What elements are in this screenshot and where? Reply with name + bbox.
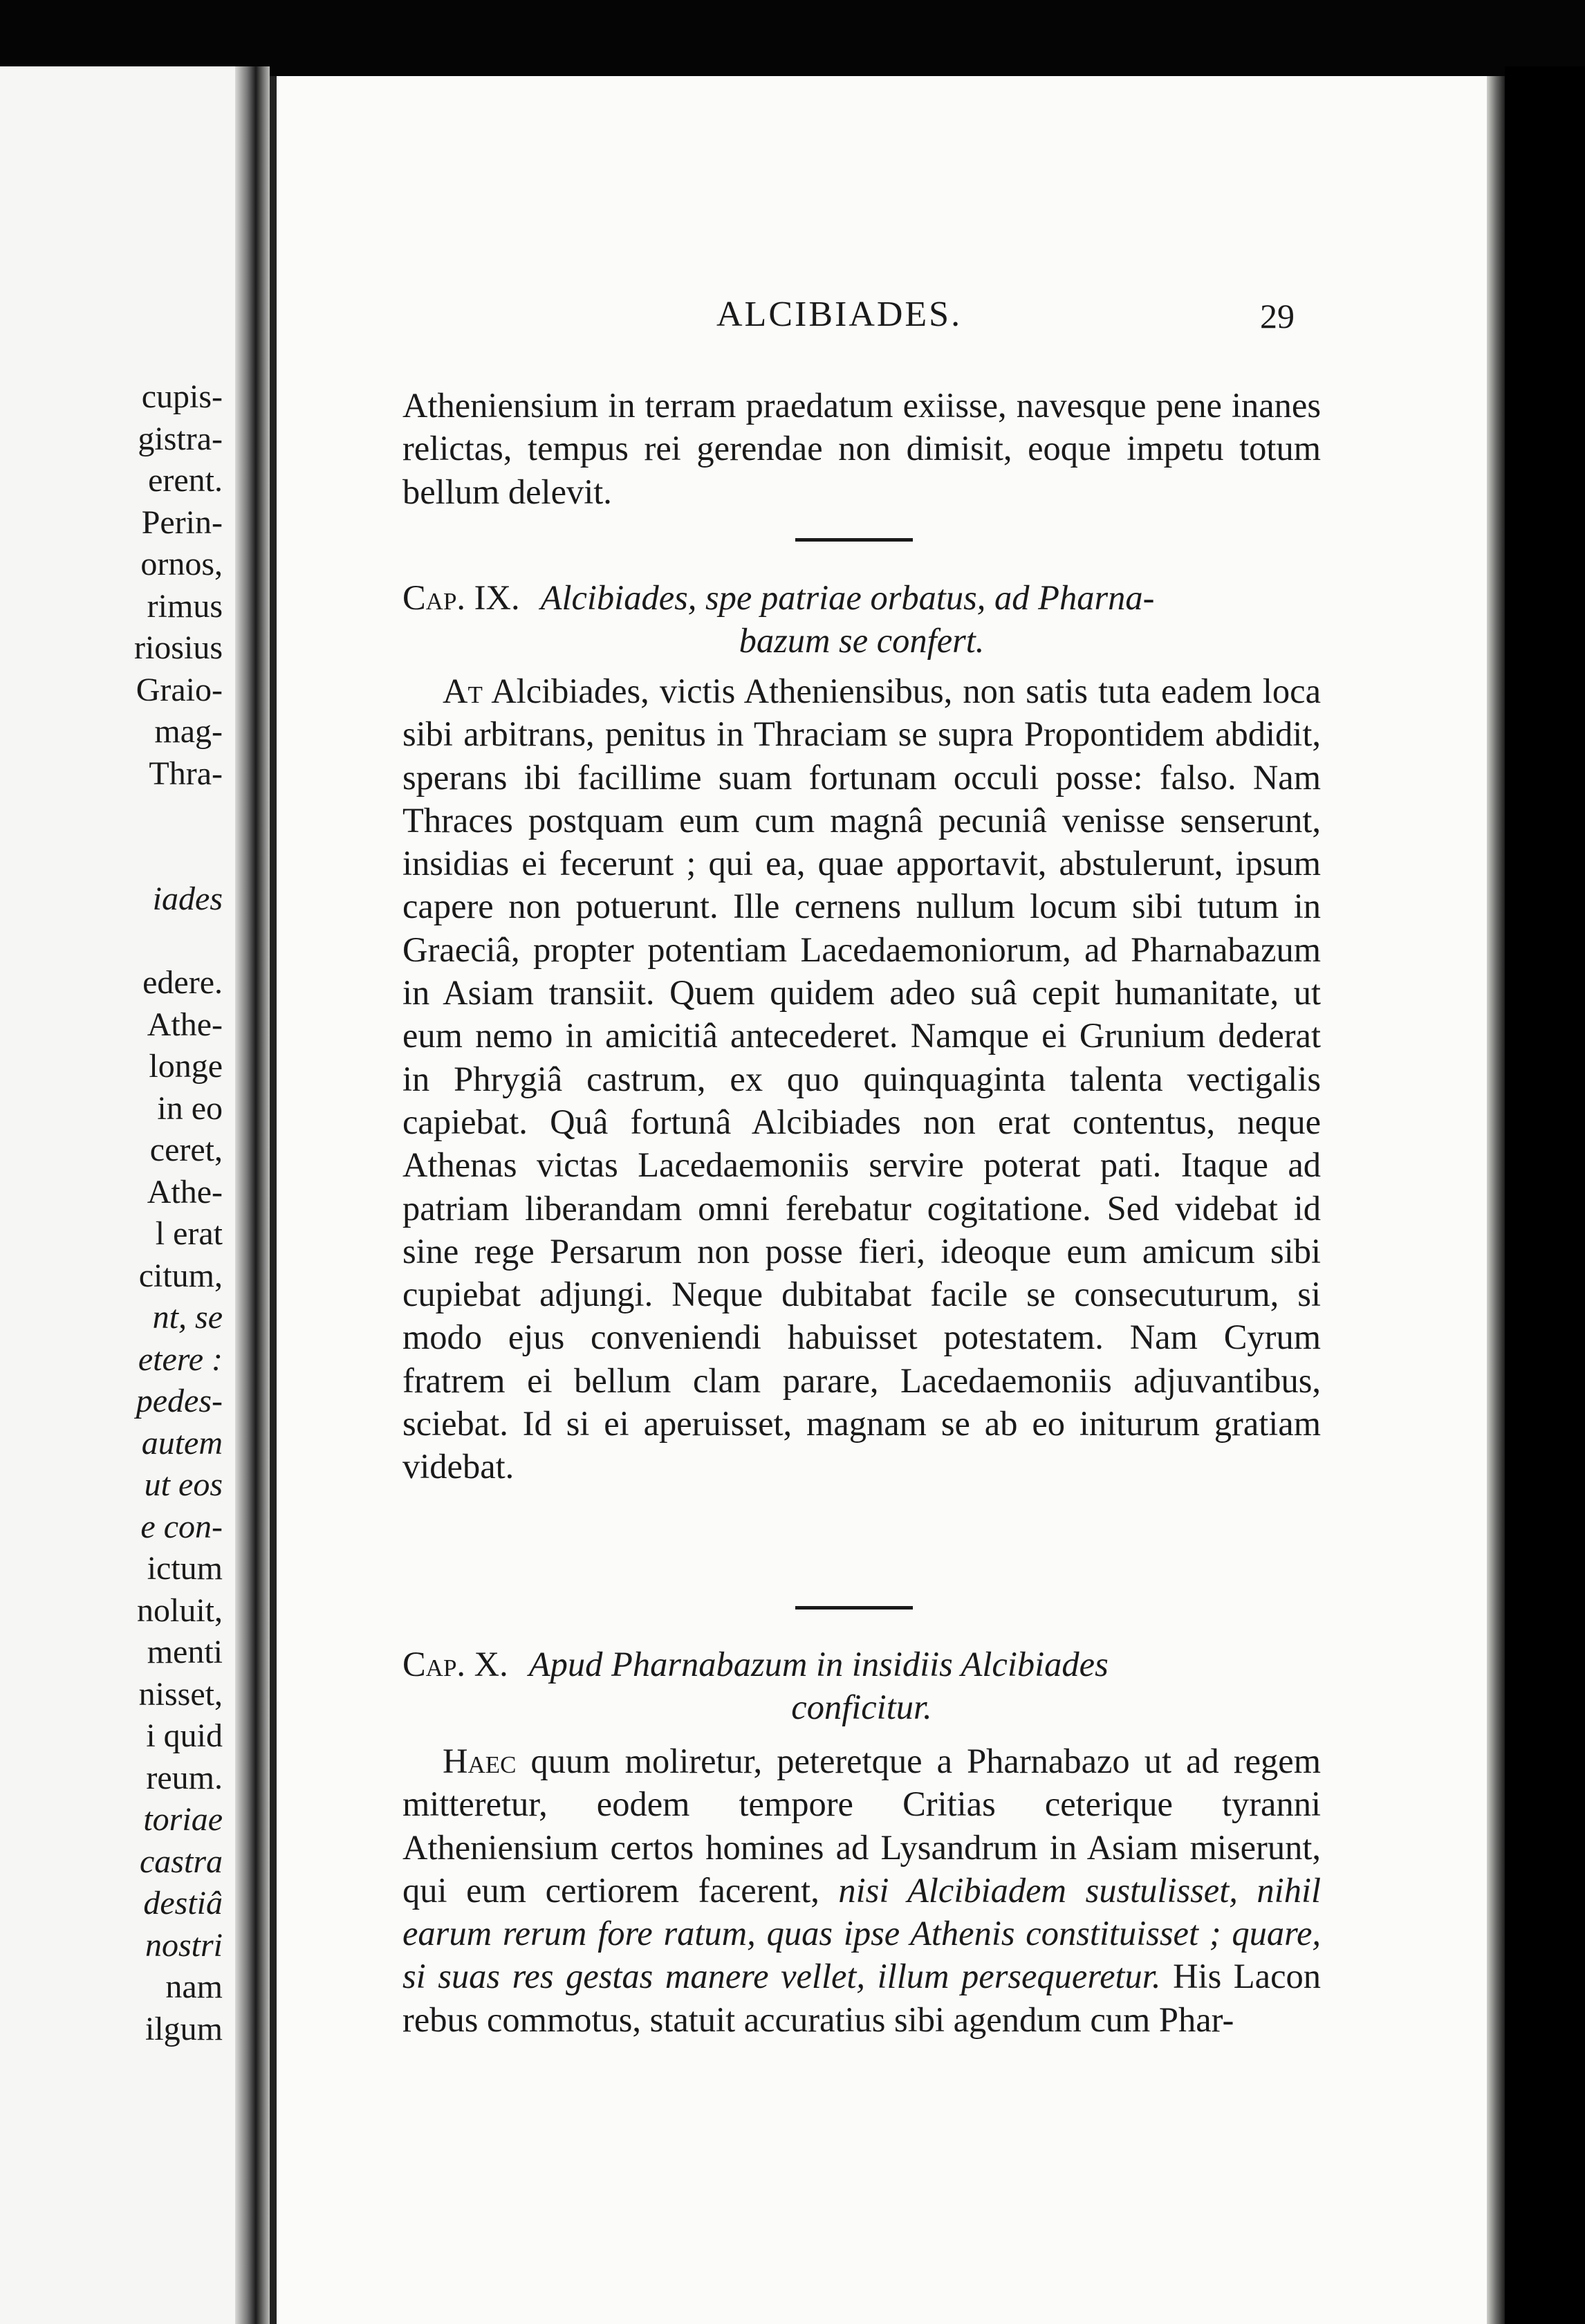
chapter-x-heading — [402, 1643, 1321, 1728]
left-page-fragment: nt, se — [152, 1299, 223, 1336]
left-page-fragment: menti — [147, 1634, 223, 1670]
left-page-fragment: i quid — [146, 1717, 223, 1754]
left-page-fragment: ut eos — [144, 1466, 223, 1503]
chapter-ix-title-line1: Alcibiades, spe patriae orbatus, ad Pharna- — [540, 578, 1155, 617]
page-number: 29 — [1260, 297, 1295, 335]
left-page-fragment: erent. — [148, 462, 223, 499]
left-page-fragment: cupis- — [141, 378, 223, 415]
left-page-fragment: Perin- — [141, 504, 223, 541]
chapter-x-title-line2: conficitur. — [791, 1688, 932, 1726]
chapter-x-dropcap-word: Haec — [443, 1742, 517, 1780]
left-page-fragment: destiâ — [143, 1885, 223, 1921]
section-rule — [795, 1606, 913, 1610]
chapter-x-body-italic: nisi Alcibiadem sustulisset, nihil earum rerum fore ratum, quas ipse Athenis constituisset ; quare, si suas res gestas manere vellet, illum persequeretur. — [402, 1870, 1322, 1996]
running-title: ALCIBIADES. — [716, 295, 963, 334]
left-facing-page — [0, 66, 250, 2324]
chapter-ix-heading — [402, 576, 1321, 662]
left-page-fragment: ceret, — [149, 1132, 223, 1168]
left-page-fragment: in eo — [157, 1089, 223, 1127]
left-page-fragment: riosius — [133, 629, 223, 666]
left-page-fragment: ictum — [147, 1550, 223, 1587]
left-page-fragment: longe — [149, 1048, 223, 1085]
section-rule — [795, 538, 913, 542]
left-page-fragment: ilgum — [145, 2010, 223, 2047]
left-page-fragment: Athe- — [147, 1006, 223, 1043]
chapter-ix-body — [402, 670, 1321, 1488]
book-gutter — [235, 66, 270, 2324]
chapter-x-label: Cap. X. — [402, 1645, 508, 1684]
left-page-fragment: nam — [165, 1968, 223, 2005]
scan-right-border — [1505, 66, 1585, 2324]
chapter-ix-title-line2: bazum se confert. — [739, 621, 985, 660]
left-page-fragment: castra — [140, 1843, 223, 1880]
left-page-fragment: Athe- — [147, 1173, 223, 1210]
left-page-fragment: e con- — [140, 1508, 223, 1545]
chapter-x-body-text-1: quum moliretur, peteretque a Pharnabazo ut ad regem mitteretur, eodem tempore Critias ceterique tyranni Atheniensium certos homines ad Lysandrum in Asiam miserunt, qui eum certiorem facerent, — [402, 1742, 1321, 1910]
chapter-ix-body-text: Alcibiades, victis Atheniensibus, non satis tuta eadem loca sibi arbitrans, penitus in Thraciam se supra Propontidem abdidit, sperans ibi facillime suam fortunam occuli posse: falso. Nam Thraces postquam eum cum magnâ pecuniâ venisse senserunt, insidias ei fecerunt ; qui ea, quae apportavit, abstulerunt, ipsum capere non potuerunt. Ille cernens nullum locum sibi tutum in Graeciâ, propter potentiam Lacedaemoniorum, ad Pharnabazum in Asiam transiit. Quem quidem adeo suâ cepit humanitate, ut eum nemo in amicitiâ antecederet. Namque ei Grunium dederat in Phrygiâ castrum, ex quo quinquaginta talenta vectigalis capiebat. Quâ fortunâ Alcibiades non erat contentus, neque Athenas victas Lacedaemoniis servire poterat pati. Itaque ad patriam liberandam omni ferebatur cogitatione. Sed videbat id sine rege Persarum non posse fieri, ideoque eum amicum sibi cupiebat adjungi. Neque dubitabat facile se consecuturum, si modo ejus conveniendi habuisset potestatem. Nam Cyrum fratrem ei bellum clam parare, Lacedaemoniis adjuvantibus, sciebat. Id si ei aperuisset, magnam se ab eo initurum gratiam videbat. — [402, 672, 1321, 1486]
left-page-fragment: etere : — [138, 1340, 223, 1378]
left-page-fragment: toriae — [143, 1801, 223, 1838]
left-page-fragment: autem — [141, 1424, 223, 1461]
left-page-fragment: edere. — [142, 964, 223, 1001]
left-page-fragment: l erat — [155, 1215, 223, 1252]
left-page-fragment: rimus — [147, 587, 223, 625]
left-page-fragment: nisset, — [138, 1675, 223, 1713]
left-page-fragment: Graio- — [136, 671, 223, 708]
left-page-fragment: citum, — [138, 1257, 223, 1294]
page-edge-shadow — [1487, 76, 1505, 2324]
left-page-fragment: ornos, — [140, 546, 223, 582]
left-page-fragment: Thra- — [149, 755, 223, 792]
left-page-fragment: noluit, — [136, 1592, 223, 1629]
chapter-ix-label: Cap. IX. — [402, 578, 520, 617]
chapter-x-body-text-2: His Lacon rebus commotus, statuit accuratius sibi agendum cum Phar- — [402, 1957, 1321, 2039]
left-page-fragment: nostri — [145, 1926, 223, 1964]
left-page-fragment: pedes- — [136, 1383, 223, 1419]
left-page-fragment: gistra- — [138, 420, 223, 457]
left-page-fragment: mag- — [154, 713, 223, 750]
chapter-ix-dropcap-word: At — [443, 672, 483, 710]
left-page-fragment: reum. — [146, 1759, 223, 1796]
chapter-x-title-line1: Apud Pharnabazum in insidiis Alcibiades — [528, 1645, 1109, 1684]
chapter-x-body — [402, 1740, 1321, 2041]
opening-paragraph: Atheniensium in terram praedatum exiisse, navesque pene inanes relictas, tempus rei gerendae non dimisit, eoque impetu totum bellum delevit. — [402, 386, 1321, 511]
left-page-fragment: iades — [152, 880, 223, 917]
